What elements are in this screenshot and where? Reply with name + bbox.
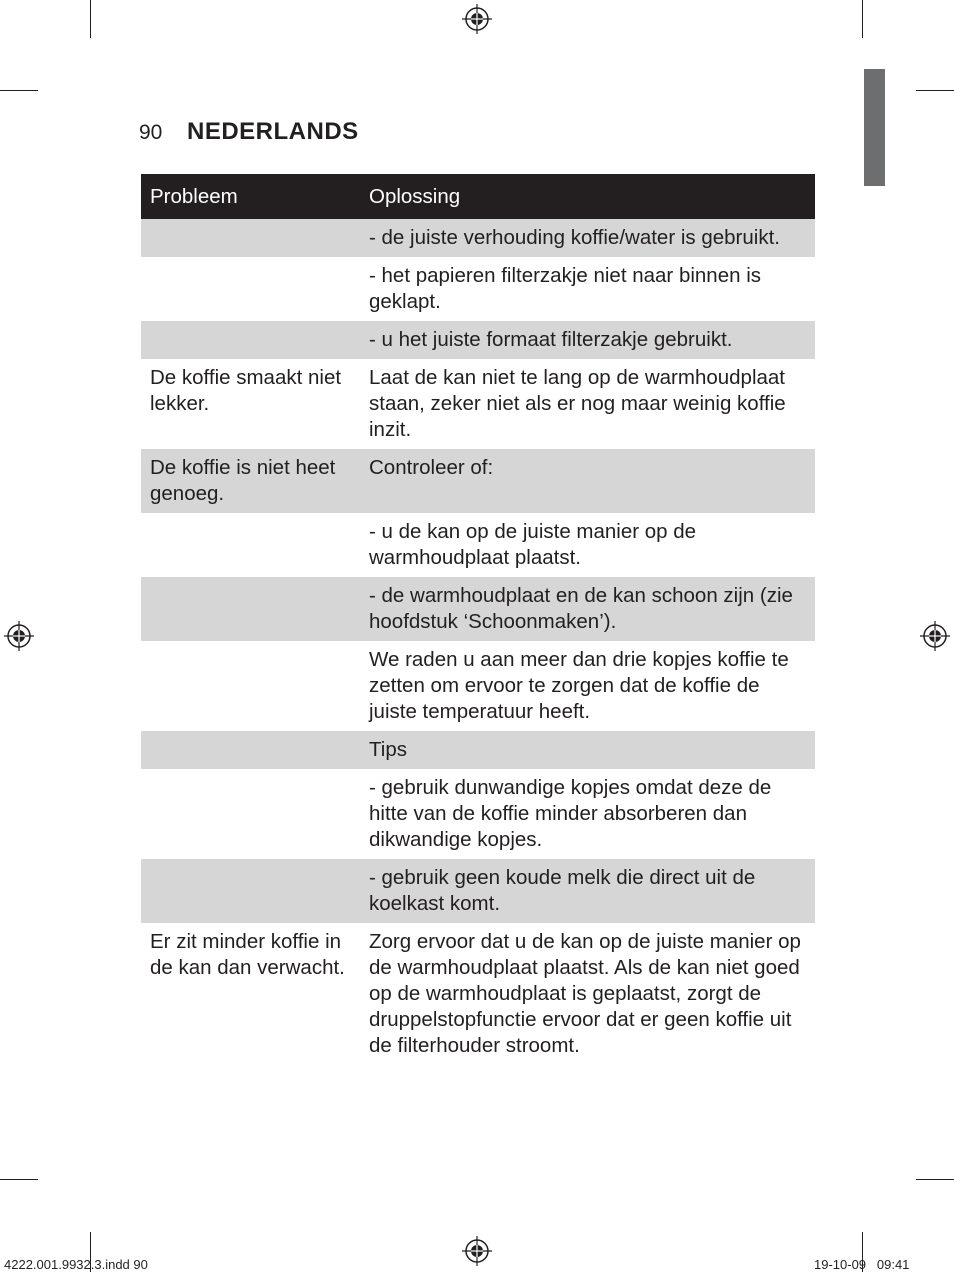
table-row [141,923,815,1065]
troubleshooting-table [141,174,815,1065]
solution-cell: - de warmhoudplaat en de kan schoon zijn (zie hoofdstuk ‘Schoonmaken’). [360,577,815,641]
crop-mark [0,90,38,91]
solution-cell: We raden u aan meer dan drie kopjes koffie te zetten om ervoor te zorgen dat de koffie de juiste temperatuur heeft. [369,648,789,723]
problem-cell: De koffie smaakt niet lekker. [150,366,342,415]
registration-mark-icon [462,1236,492,1266]
table-row [141,641,815,731]
registration-mark-icon [4,621,34,651]
registration-mark-icon [462,4,492,34]
table-row [141,359,815,449]
language-side-tab [864,69,885,186]
footer-date-time: 19-10-09 09:41 [814,1257,910,1272]
problem-cell: Er zit minder koffie in de kan dan verwacht. [150,930,345,979]
page-number: 90 [139,121,163,144]
problem-cell [141,769,360,859]
solution-cell: - u de kan op de juiste manier op de warmhoudplaat plaatst. [369,520,697,569]
problem-cell [141,257,360,321]
solution-cell: Controleer of: [360,449,815,513]
problem-cell [141,577,360,641]
solution-cell: Zorg ervoor dat u de kan op de juiste manier op de warmhoudplaat plaatst. Als de kan niet goed op de warmhoudplaat is geplaatst, zorgt de druppelstopfunctie ervoor dat er geen koffie uit de filterhouder stroomt. [369,930,801,1057]
solution-cell: Tips [360,731,815,769]
problem-cell [141,731,360,769]
table-row [141,769,815,859]
crop-mark [916,1179,954,1180]
problem-cell [141,219,360,257]
registration-mark-icon [920,621,950,651]
solution-cell: - gebruik geen koude melk die direct uit de koelkast komt. [360,859,815,923]
table-body [141,219,815,1065]
table-row [141,577,815,641]
table-row [141,731,815,769]
language-title: NEDERLANDS [187,118,359,145]
table-row [141,219,815,257]
table-row [141,859,815,923]
problem-cell [141,641,360,731]
table-header-row [141,174,815,219]
crop-mark [862,0,863,38]
table-row [141,257,815,321]
solution-cell: - u het juiste formaat filterzakje gebruikt. [360,321,815,359]
crop-mark [90,0,91,38]
column-header-problem: Probleem [141,174,360,219]
footer-file-info: 4222.001.9932.3.indd 90 [4,1257,148,1272]
crop-mark [916,90,954,91]
problem-cell [141,859,360,923]
table-row [141,321,815,359]
problem-cell [141,513,360,577]
problem-cell [141,321,360,359]
solution-cell: Laat de kan niet te lang op de warmhoudplaat staan, zeker niet als er nog maar weinig koffie inzit. [369,366,786,441]
solution-cell: - de juiste verhouding koffie/water is gebruikt. [360,219,815,257]
crop-mark [0,1179,38,1180]
column-header-solution: Oplossing [360,174,815,219]
table-row [141,513,815,577]
table-row [141,449,815,513]
solution-cell: - het papieren filterzakje niet naar binnen is geklapt. [369,264,762,313]
problem-cell: De koffie is niet heet genoeg. [141,449,360,513]
solution-cell: - gebruik dunwandige kopjes omdat deze de hitte van de koffie minder absorberen dan dikwandige kopjes. [369,776,772,851]
